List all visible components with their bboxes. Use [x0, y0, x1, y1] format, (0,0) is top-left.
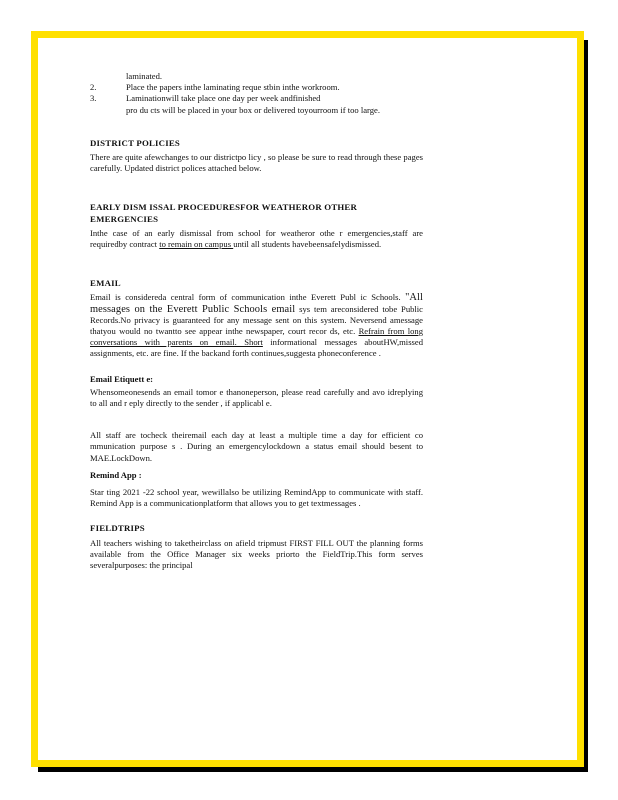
- section-heading: DISTRICT POLICIES: [90, 137, 181, 148]
- lamination-list: [90, 71, 423, 116]
- section-text: Star ting 2021 -22 school year, wewillalso be utilizing RemindApp to communicate with staff. Remind App is a communicationplatform that allows you to get textmessages .: [90, 487, 423, 509]
- list-continuation: laminated.: [126, 71, 163, 81]
- list-text: Place the papers inthe laminating reque stbin inthe workroom.: [126, 82, 340, 93]
- section-heading: EARLY DISM ISSAL PROCEDURESFOR WEATHEROR OTHER EMERGENCIES: [90, 202, 358, 224]
- section-text: [90, 292, 423, 359]
- list-item: [90, 93, 423, 104]
- section-text: All teachers wishing to taketheirclass on afield tripmust FIRST FILL OUT the planning forms available from the Office Manager six weeks priorto the FieldTrip.This form serves severalpurposes: the principal: [90, 537, 423, 571]
- document-content: [90, 71, 423, 571]
- section-text: Whensomeonesends an email tomor e thanoneperson, please read carefully and avo idreplying to all and r eply directly to the sender , if applicabl e.: [90, 386, 423, 409]
- section-heading: FIELDTRIPS: [90, 523, 145, 534]
- section-fieldtrips: [90, 523, 423, 571]
- section-early-dismissal: [90, 202, 423, 250]
- text-span: Inthe case of an early dismissal from school for weatheror othe r emergencies,staff are requiredby contract: [90, 227, 423, 250]
- text-span: sys tem areconsidered tobe Public Records.No privacy is guaranteed for any message sent on this system. Neversend amessage thatyou would no twantto see appear inthe newspaper, court recor ds, etc.: [90, 303, 423, 337]
- section-heading: EMAIL: [90, 278, 121, 289]
- text-span: informational messages aboutHW,missed assignments, etc. are fine. If the backand forth continues,suggesta phoneconference .: [90, 337, 423, 359]
- section-email-etiquette: [90, 374, 423, 464]
- quote-text: "All messages on the Everett Public Schools email: [90, 292, 423, 315]
- section-email: [90, 278, 423, 359]
- list-item: [90, 82, 423, 93]
- list-number: 2.: [90, 82, 97, 93]
- subsection-heading: Remind App :: [90, 469, 142, 480]
- section-district-policies: [90, 138, 423, 175]
- section-text-2: All staff are tocheck theiremail each day at least a multiple time a day for efficient co mmunication purpose s . During an emergencylockdown a status email should besent to MAE.LockDown.: [90, 430, 423, 463]
- subsection-heading: Email Etiquett e:: [90, 373, 154, 384]
- section-text: There are quite afewchanges to our districtpo licy , so please be sure to read through these pages carefully. Updated district polices attached below.: [90, 152, 423, 174]
- list-item-continuation: pro du cts will be placed in your box or delivered toyourroom if too large.: [126, 104, 381, 115]
- underlined-text: to remain on campus: [159, 239, 234, 250]
- section-remind-app: [90, 470, 423, 510]
- list-text: Laminationwill take place one day per week andfinished: [126, 93, 321, 104]
- section-text: [90, 228, 423, 250]
- text-span: Email is considereda central form of communication inthe Everett Publ ic Schools.: [90, 292, 406, 303]
- text-span: until all students havebeensafelydismissed.: [233, 239, 382, 250]
- underlined-text: Refrain from long conversations with parents on email. Short: [90, 326, 423, 348]
- list-number: 3.: [90, 93, 97, 104]
